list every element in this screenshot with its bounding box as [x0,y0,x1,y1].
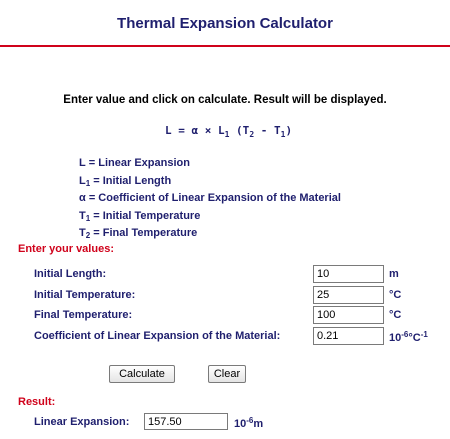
definition-text: = Final Temperature [90,227,198,240]
final-temperature-unit: °C [389,309,402,321]
definition-symbol: L [79,174,86,187]
page-title: Thermal Expansion Calculator [117,15,333,32]
coefficient-unit-base: 10 [389,332,402,344]
definition-item [79,156,341,174]
inputs-header: Enter your values: [18,243,114,255]
result-unit-end: m [253,418,264,430]
final-temperature-input[interactable] [313,306,384,324]
definition-subscript: 1 [85,213,91,223]
definition-symbol: T [79,227,86,240]
initial-temperature-input[interactable] [313,286,384,304]
result-unit-base: 10 [234,418,247,430]
result-unit-exp: -6 [246,416,254,425]
formula-sub-1: 1 [224,130,230,139]
formula-open: (T [229,124,250,137]
definition-text: = Initial Length [90,174,172,187]
formula-close: ) [285,124,293,137]
coefficient-unit-exp: -6 [401,330,409,339]
initial-length-unit: m [389,268,399,280]
formula-lhs: L = α × L [165,124,225,137]
formula [165,124,292,139]
definition-text: = Linear Expansion [85,157,190,169]
definition-subscript: 2 [85,231,91,241]
definition-text: = Initial Temperature [90,209,201,222]
initial-temperature-unit: °C [389,289,402,301]
definition-item [79,191,341,209]
formula-minus: - T [254,124,281,137]
initial-length-input[interactable] [313,265,384,283]
result-header: Result: [18,396,56,408]
final-temperature-label: Final Temperature: [34,309,133,321]
definition-symbol: L [79,157,86,169]
definition-text: = Coefficient of Linear Expansion of the Material [85,192,341,205]
instruction-text: Enter value and click on calculate. Result will be displayed. [63,94,387,106]
initial-length-label: Initial Length: [34,268,107,280]
title-divider [0,45,450,47]
definition-item [79,174,341,192]
definition-symbol: T [79,209,86,222]
result-label: Linear Expansion: [34,416,130,428]
clear-button[interactable]: Clear [208,365,246,383]
definition-item [79,209,341,227]
calculate-button[interactable]: Calculate [109,365,175,383]
coefficient-unit-mid: °C [408,332,421,344]
coefficient-unit-exp2: -1 [420,330,428,339]
definition-item [79,226,341,244]
result-unit [234,416,263,430]
definitions-list [79,156,341,244]
coefficient-label: Coefficient of Linear Expansion of the Material: [34,330,281,342]
coefficient-input[interactable] [313,327,384,345]
definition-symbol: α [79,192,86,205]
coefficient-unit [389,330,428,344]
result-output[interactable] [144,413,228,430]
definition-subscript: 1 [85,178,91,188]
formula-sub-3: 1 [280,130,286,139]
formula-sub-2: 2 [249,130,255,139]
initial-temperature-label: Initial Temperature: [34,289,136,301]
